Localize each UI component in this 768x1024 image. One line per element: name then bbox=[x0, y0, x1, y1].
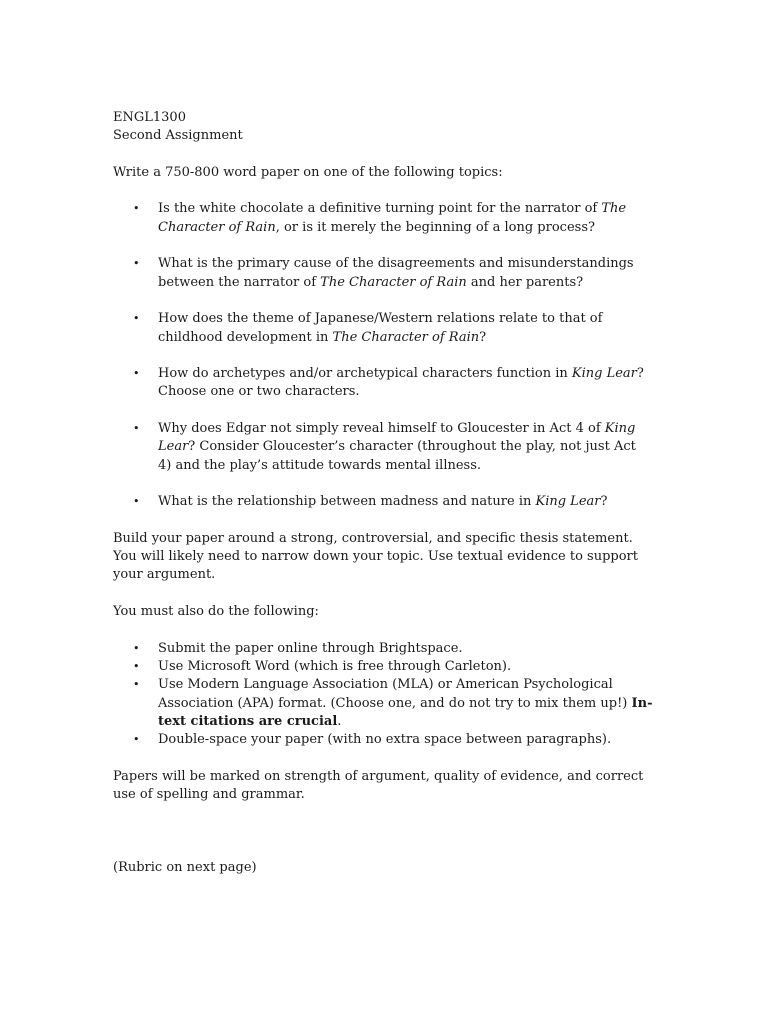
marking-paragraph: Papers will be marked on strength of argument, quality of evidence, and correct use of spelling and grammar. bbox=[113, 768, 644, 802]
topic-item: • What is the relationship between madness and nature in King Lear? bbox=[113, 493, 653, 511]
thesis-paragraph: Build your paper around a strong, controversial, and specific thesis statement. You will likely need to narrow down your topic. Use textual evidence to support your argument. bbox=[113, 530, 638, 583]
bullet-icon: • bbox=[133, 678, 140, 692]
requirements-list bbox=[113, 640, 653, 750]
book-title: The Character of Rain bbox=[332, 329, 480, 345]
requirement-item: • Use Microsoft Word (which is free through Carleton). bbox=[113, 658, 653, 676]
assignment-title: Second Assignment bbox=[113, 128, 243, 144]
play-title: King Lear bbox=[158, 421, 636, 455]
topic-item: • How do archetypes and/or archetypical characters function in King Lear? Choose one or two characters. bbox=[133, 366, 644, 400]
bullet-icon: • bbox=[133, 257, 140, 271]
requirements-intro: You must also do the following: bbox=[113, 604, 319, 620]
topic-item: • Why does Edgar not simply reveal himself to Gloucester in Act 4 of King Lear? Consider Gloucester’s character (throughout the play, not just Act 4) and the play’s attitude towards mental illness. bbox=[133, 421, 636, 473]
book-title: The Character of Rain bbox=[320, 274, 467, 290]
bullet-icon: • bbox=[133, 495, 140, 509]
bullet-icon: • bbox=[133, 659, 140, 673]
bullet-icon: • bbox=[133, 367, 140, 381]
requirement-item: • Use Modern Language Association (MLA) or American Psychological Association (APA) format. (Choose one, and do not try to mix them up!) In-text citations are crucial. bbox=[133, 677, 653, 729]
bullet-icon: • bbox=[133, 312, 140, 326]
topic-list bbox=[113, 200, 653, 511]
book-title: The Character of Rain bbox=[158, 201, 627, 235]
bullet-icon: • bbox=[133, 733, 140, 747]
spacer bbox=[113, 823, 653, 860]
requirement-item: • Submit the paper online through Brightspace. bbox=[113, 640, 653, 658]
bullet-icon: • bbox=[133, 422, 140, 436]
intro-text: Write a 750-800 word paper on one of the following topics: bbox=[113, 164, 503, 180]
topic-item: • What is the primary cause of the disagreements and misunderstandings between the narrator of The Character of Rain and her parents? bbox=[133, 256, 634, 290]
citation-emphasis: In-text citations are crucial bbox=[158, 695, 653, 729]
document-header bbox=[113, 109, 653, 146]
rubric-note: (Rubric on next page) bbox=[113, 860, 257, 876]
assignment-document bbox=[113, 109, 653, 896]
bullet-icon: • bbox=[133, 641, 140, 655]
topic-item: • Is the white chocolate a definitive turning point for the narrator of The Character of Rain, or is it merely the beginning of a long process? bbox=[133, 201, 627, 235]
topic-item: • How does the theme of Japanese/Western relations relate to that of childhood development in The Character of Rain? bbox=[133, 311, 603, 345]
play-title: King Lear bbox=[571, 366, 637, 382]
bullet-icon: • bbox=[133, 202, 140, 216]
requirement-item: • Double-space your paper (with no extra space between paragraphs). bbox=[113, 731, 653, 749]
course-code: ENGL1300 bbox=[113, 110, 186, 125]
play-title: King Lear bbox=[535, 494, 601, 510]
